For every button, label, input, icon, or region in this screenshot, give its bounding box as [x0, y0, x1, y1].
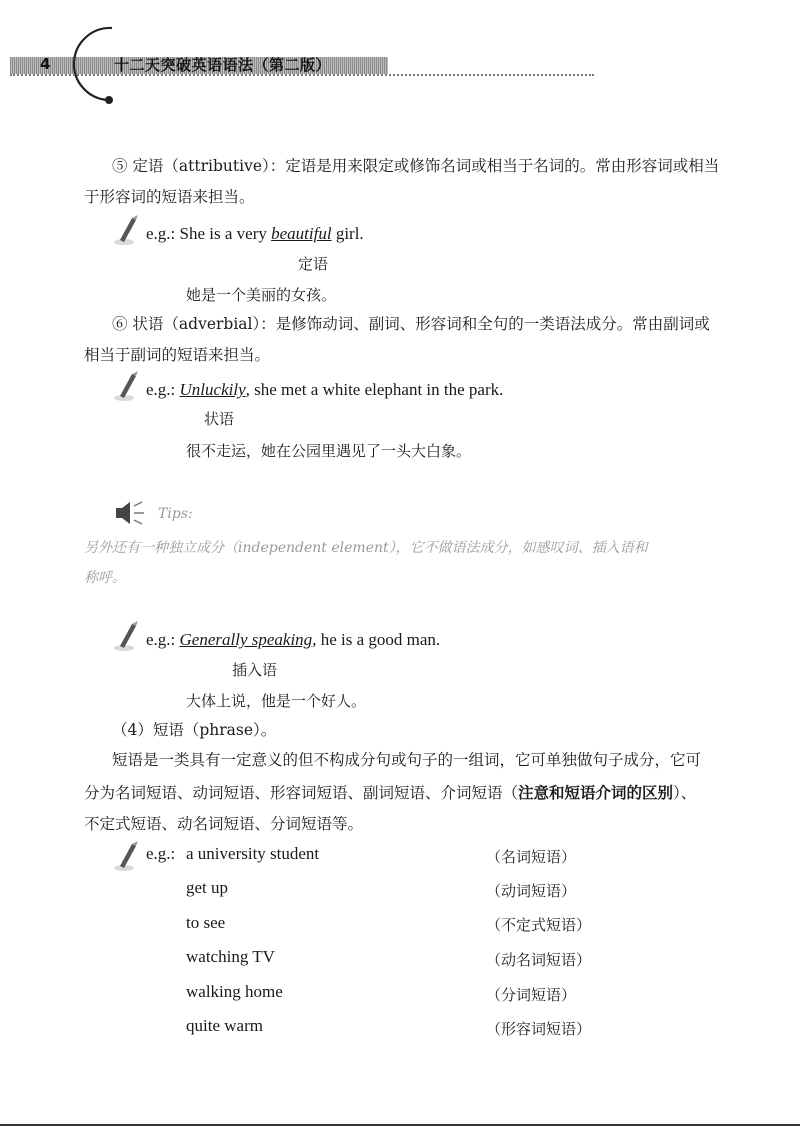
phrase-para-line2-bold: 注意和短语介词的区别 [518, 783, 674, 802]
page-bottom-rule [0, 1124, 800, 1126]
phrase-para-line3: 不定式短语、动名词短语、分词短语等。 [84, 815, 364, 833]
example-prefix: e.g.: She is a very [146, 224, 272, 243]
parenthesis-mark-label: 插入语 [232, 661, 278, 679]
adverbial-line1: ⑥ 状语（adverbial）：是修饰动词、副词、形容词和全句的一类语法成分。常由副词或 [112, 315, 710, 333]
phrase-para-line2 [84, 783, 696, 803]
phrase-example-cn: （分词短语） [486, 986, 577, 1004]
example-marked-word: Generally speaking [179, 630, 313, 649]
parenthesis-translation: 大体上说，他是一个好人。 [186, 692, 367, 710]
phrase-para-line2-b: ）、 [673, 784, 697, 802]
example-suffix: girl. [331, 224, 364, 243]
adverbial-example [146, 380, 503, 400]
tips-label: Tips: [158, 506, 193, 522]
phrase-para-line2-a: 分为名词短语、动词短语、形容词短语、副词短语、介词短语（ [84, 784, 519, 802]
header-dotted-rule [10, 74, 594, 76]
adverbial-line2: 相当于副词的短语来担当。 [84, 346, 271, 364]
phrase-heading: （4）短语（phrase）。 [112, 721, 277, 739]
phrase-example-cn: （名词短语） [486, 848, 577, 866]
phrase-example-en: walking home [186, 982, 283, 1001]
phrase-example-cn: （动词短语） [486, 882, 577, 900]
adverbial-mark-label: 状语 [204, 410, 235, 428]
phrase-example-cn: （不定式短语） [486, 916, 592, 934]
adverbial-translation: 很不走运，她在公园里遇见了一头大白象。 [186, 442, 472, 460]
phrase-example-cn: （动名词短语） [486, 951, 592, 969]
example-suffix: , he is a good man. [312, 630, 441, 649]
phrase-example-en: watching TV [186, 947, 275, 966]
attributive-mark-label: 定语 [298, 255, 329, 273]
page-number: 4 [40, 55, 51, 73]
example-suffix: , she met a white elephant in the park. [245, 380, 504, 399]
pencil-icon [112, 368, 142, 402]
pencil-icon [112, 838, 142, 872]
example-prefix: e.g.: [146, 380, 180, 399]
attributive-translation: 她是一个美丽的女孩。 [186, 286, 337, 304]
phrase-eg-prefix: e.g.: [146, 844, 176, 863]
pencil-icon [112, 212, 142, 246]
phrase-example-en: to see [186, 913, 226, 932]
example-marked-word: Unluckily [179, 380, 246, 399]
phrase-example-en: a university student [186, 844, 320, 863]
example-marked-word: beautiful [271, 224, 332, 243]
book-title: 十二天突破英语语法（第二版） [114, 56, 332, 74]
example-prefix: e.g.: [146, 630, 180, 649]
attributive-line1: ⑤ 定语（attributive）：定语是用来限定或修饰名词或相当于名词的。常由形容词或相当 [112, 157, 720, 175]
phrase-para-line1: 短语是一类具有一定意义的但不构成分句或句子的一组词，它可单独做句子成分，它可 [112, 751, 702, 769]
attributive-example [146, 224, 364, 244]
pencil-icon [112, 618, 142, 652]
tips-line2: 称呼。 [84, 570, 126, 586]
tips-line1: 另外还有一种独立成分（independent element），它不做语法成分，如感叹词、插入语和 [84, 540, 648, 556]
speaker-icon [112, 500, 152, 526]
phrase-example-en: quite warm [186, 1016, 263, 1035]
phrase-example-en: get up [186, 878, 229, 897]
parenthesis-example [146, 630, 440, 650]
phrase-example-cn: （形容词短语） [486, 1020, 592, 1038]
attributive-line2: 于形容词的短语来担当。 [84, 188, 255, 206]
